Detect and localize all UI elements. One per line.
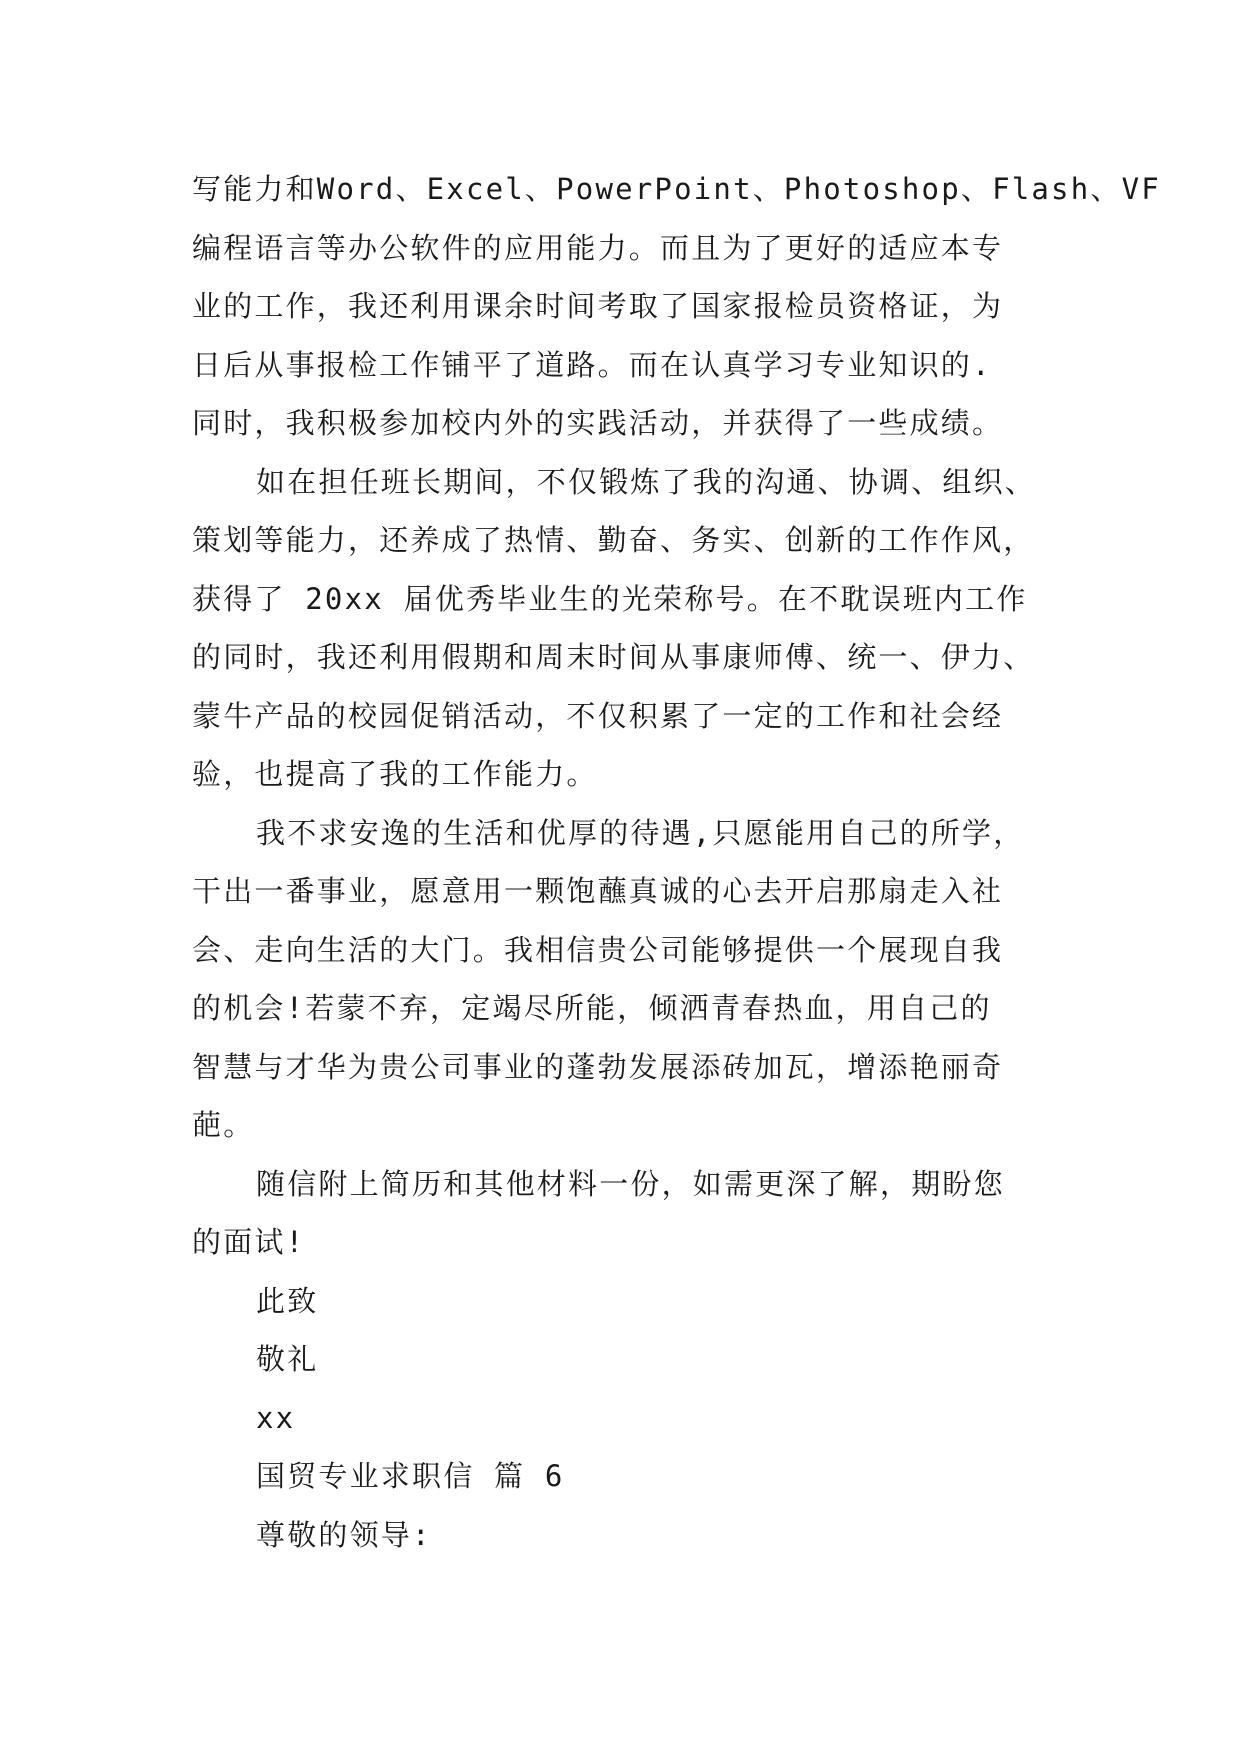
- text-line: 敬礼: [256, 1342, 319, 1376]
- text-line: 干出一番事业，愿意用一颗饱蘸真诚的心去开启那扇走入社: [192, 874, 1004, 908]
- text-line: 编程语言等办公软件的应用能力。而且为了更好的适应本专: [192, 230, 1004, 265]
- text-line: 尊敬的领导:: [256, 1517, 432, 1552]
- text-line: 业的工作，我还利用课余时间考取了国家报检员资格证，为: [192, 289, 1004, 323]
- text-line: 蒙牛产品的校园促销活动，不仅积累了一定的工作和社会经: [192, 698, 1004, 733]
- text-line: 的机会!若蒙不弃，定竭尽所能，倾洒青春热血，用自己的: [192, 991, 992, 1025]
- text-line: 会、走向生活的大门。我相信贵公司能够提供一个展现自我: [192, 932, 1004, 967]
- text-line: 智慧与才华为贵公司事业的蓬勃发展添砖加瓦，增添艳丽奇: [192, 1049, 1004, 1084]
- text-line: 日后从事报检工作铺平了道路。而在认真学习专业知识的.: [192, 347, 992, 382]
- text-line: 获得了 20xx 届优秀毕业生的光荣称号。在不耽误班内工作: [192, 581, 1028, 616]
- text-line: 的面试!: [192, 1225, 306, 1259]
- text-line: 葩。: [192, 1108, 255, 1142]
- text-line: 策划等能力，还养成了热情、勤奋、务实、创新的工作作风，: [192, 523, 1035, 557]
- text-line: xx: [256, 1400, 296, 1435]
- text-line: 写能力和Word、Excel、PowerPoint、Photoshop、Flash、VF: [192, 172, 1161, 206]
- text-line: 验，也提高了我的工作能力。: [192, 757, 598, 791]
- text-line: 如在担任班长期间，不仅锻炼了我的沟通、协调、组织、: [256, 464, 1037, 499]
- text-line: 此致: [256, 1283, 319, 1318]
- text-line: 我不求安逸的生活和优厚的待遇,只愿能用自己的所学，: [256, 815, 1025, 850]
- text-line: 国贸专业求职信 篇 6: [256, 1459, 565, 1493]
- text-line: 同时，我积极参加校内外的实践活动，并获得了一些成绩。: [192, 406, 1004, 440]
- letter-body: [192, 160, 1161, 1564]
- text-line: 随信附上简历和其他材料一份，如需更深了解，期盼您: [256, 1166, 1005, 1201]
- text-line: 的同时，我还利用假期和周末时间从事康师傅、统一、伊力、: [192, 640, 1035, 674]
